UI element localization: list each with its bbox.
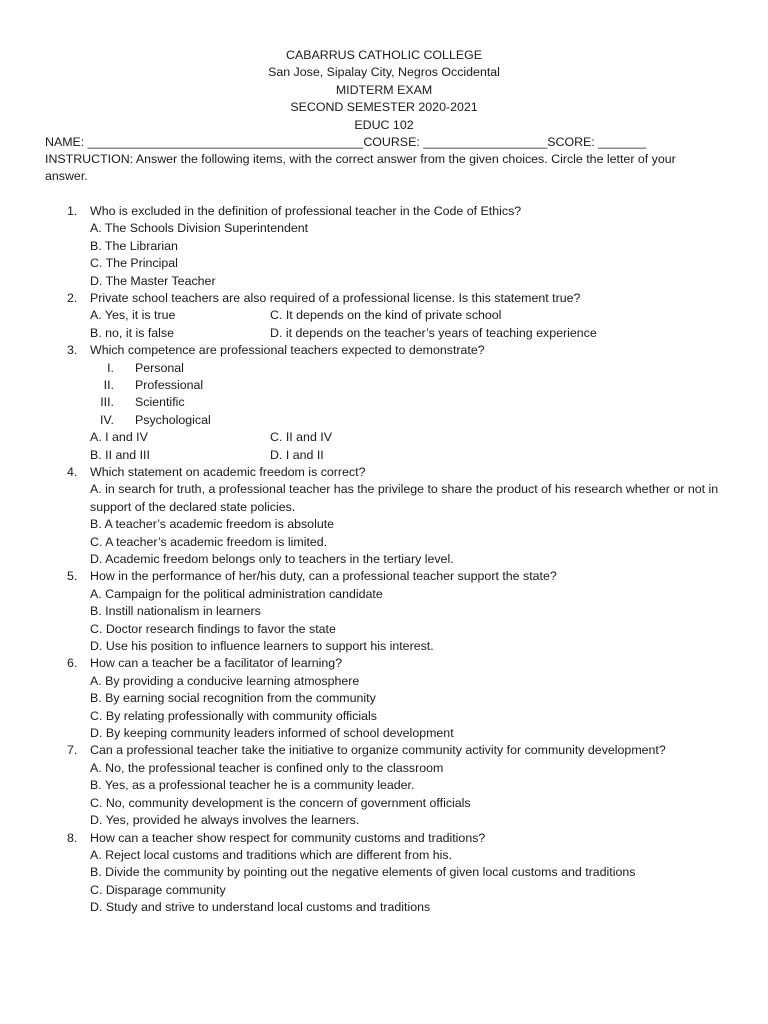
question-number: 4. [67,464,78,479]
question-number: 5. [67,569,78,584]
exam-title: MIDTERM EXAM [335,82,433,97]
question-text: How can a teacher show respect for community customs and traditions? [90,830,486,845]
option-b: B. Instill nationalism in learners [90,604,261,619]
question-5 [0,568,768,655]
college-name: CABARRUS CATHOLIC COLLEGE [286,48,482,62]
option-b: B. A teacher’s academic freedom is absolute [90,517,335,532]
college-address: San Jose, Sipalay City, Negros Occidental [268,65,500,80]
question-number: 6. [67,656,78,671]
option-d: D. The Master Teacher [90,273,216,288]
option-b: B. Divide the community by pointing out the negative elements of given local customs and traditions [90,865,636,880]
question-list [0,203,768,917]
question-8 [0,830,768,917]
subject-code: EDUC 102 [354,117,414,132]
semester-line: SECOND SEMESTER 2020-2021 [290,100,478,115]
option-d: D. Study and strive to understand local customs and traditions [90,900,431,915]
option-d: D. it depends on the teacher’s years of teaching experience [270,325,597,340]
question-number: 7. [67,743,78,758]
roman-item [90,412,768,429]
roman-text: Personal [135,360,184,375]
student-fields [45,134,735,151]
exam-header [0,47,768,134]
question-4 [0,464,768,568]
option-b: B. The Librarian [90,238,178,253]
option-a: A. I and IV [90,430,148,445]
question-text: Which statement on academic freedom is correct? [90,464,366,479]
option-a: A. No, the professional teacher is confined only to the classroom [90,760,444,775]
question-text: How can a teacher be a facilitator of learning? [90,656,343,671]
option-b: B. no, it is false [90,325,175,340]
question-6 [0,655,768,742]
option-d: D. Yes, provided he always involves the learners. [90,813,360,828]
option-c: C. By relating professionally with community officials [90,708,377,723]
option-c: C. Doctor research findings to favor the state [90,621,336,636]
option-d: D. Academic freedom belongs only to teachers in the tertiary level. [90,552,454,566]
option-c: C. A teacher’s academic freedom is limited. [90,534,328,549]
option-row [90,429,768,446]
question-number: 3. [67,343,78,358]
question-2 [0,290,768,342]
option-d: D. Use his position to influence learners to support his interest. [90,639,434,654]
question-text: How in the performance of her/his duty, can a professional teacher support the state? [90,569,557,584]
roman-text: Scientific [135,395,185,410]
option-a: A. Campaign for the political administration candidate [90,586,383,601]
roman-text: Psychological [135,412,211,427]
option-a: A. The Schools Division Superintendent [90,221,309,236]
question-3 [0,342,768,464]
option-b: B. By earning social recognition from the community [90,691,376,706]
option-d: D. By keeping community leaders informed of school development [90,726,454,741]
roman-item [90,360,768,377]
option-d: D. I and II [270,447,324,462]
roman-numeral: IV. [99,412,114,427]
roman-item [90,377,768,394]
option-a: A. in search for truth, a professional teacher has the privilege to share the product of his research whether or not in support of the declared state policies. [90,482,719,514]
option-row [90,325,768,342]
name-course-score-line: NAME: ________________________________________COURSE: __________________SCORE: _______ [45,135,647,149]
option-a: A. Reject local customs and traditions which are different from his. [90,847,453,862]
question-text: Can a professional teacher take the initiative to organize community activity for community development? [90,743,666,758]
roman-numeral: I. [107,360,114,375]
roman-numeral: III. [100,395,114,410]
roman-item [90,394,768,411]
question-number: 8. [67,830,78,845]
option-c: C. II and IV [270,430,332,445]
question-text: Private school teachers are also required of a professional license. Is this statement true? [90,291,581,306]
question-number: 1. [67,204,78,218]
option-c: C. It depends on the kind of private school [270,308,502,323]
question-7 [0,742,768,829]
question-number: 2. [67,291,78,306]
option-b: B. II and III [90,447,150,462]
question-text: Who is excluded in the definition of professional teacher in the Code of Ethics? [90,204,522,218]
roman-text: Professional [135,378,204,393]
option-b: B. Yes, as a professional teacher he is a community leader. [90,778,415,793]
instruction-text: INSTRUCTION: Answer the following items, with the correct answer from the given choices. Circle the letter of your answer. [45,152,676,184]
option-c: C. No, community development is the concern of government officials [90,795,471,810]
option-row [90,307,768,324]
question-1 [0,203,768,290]
option-c: C. Disparage community [90,882,226,897]
option-a: A. By providing a conducive learning atmosphere [90,673,360,688]
option-row [90,447,768,464]
option-a: A. Yes, it is true [90,308,176,323]
question-text: Which competence are professional teachers expected to demonstrate? [90,343,485,358]
option-c: C. The Principal [90,256,178,271]
roman-numeral: II. [103,378,114,393]
